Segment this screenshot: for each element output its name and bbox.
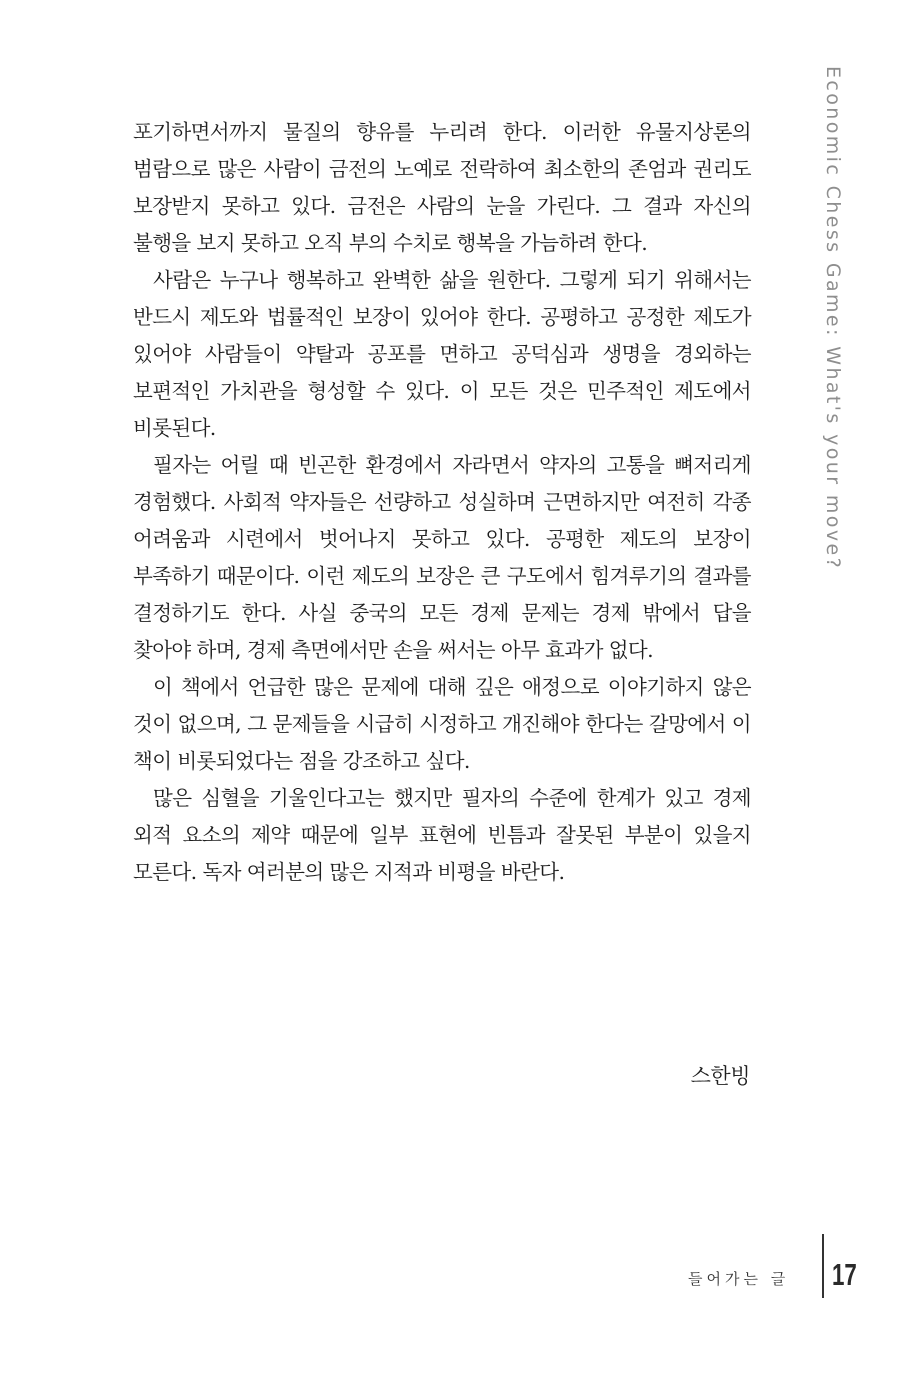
running-title: Economic Chess Game: What's your move? — [822, 66, 844, 571]
body-text — [133, 114, 751, 891]
paragraph-1: 포기하면서까지 물질의 향유를 누리려 한다. 이러한 유물지상론의 범람으로 많은 사람이 금전의 노예로 전락하여 최소한의 존엄과 권리도 보장받지 못하고 있다. 금전은 사람의 눈을 가린다. 그 결과 자신의 불행을 보지 못하고 오직 부의 수치로 행복을 가늠하려 한다. — [133, 120, 751, 255]
footer-divider — [822, 1234, 824, 1298]
paragraph-3: 필자는 어릴 때 빈곤한 환경에서 자라면서 약자의 고통을 뼈저리게 경험했다. 사회적 약자들은 선량하고 성실하며 근면하지만 여전히 각종 어려움과 시련에서 벗어나지 못하고 있다. 공평한 제도의 보장이 부족하기 때문이다. 이런 제도의 보장은 큰 구도에서 힘겨루기의 결과를 결정하기도 한다. 사실 중국의 모든 경제 문제는 경제 밖에서 답을 찾아야 하며, 경제 측면에서만 손을 써서는 아무 효과가 없다. — [133, 453, 751, 662]
paragraph-4: 이 책에서 언급한 많은 문제에 대해 깊은 애정으로 이야기하지 않은 것이 없으며, 그 문제들을 시급히 시정하고 개진해야 한다는 갈망에서 이 책이 비롯되었다는 점을 강조하고 싶다. — [133, 675, 751, 773]
footer-section-label: 들어가는 글 — [688, 1270, 790, 1288]
author-signature: 스한빙 — [690, 1064, 750, 1088]
paragraph-2: 사람은 누구나 행복하고 완벽한 삶을 원한다. 그렇게 되기 위해서는 반드시 제도와 법률적인 보장이 있어야 한다. 공평하고 공정한 제도가 있어야 사람들이 약탈과 공포를 면하고 공덕심과 생명을 경외하는 보편적인 가치관을 형성할 수 있다. 이 모든 것은 민주적인 제도에서 비롯된다. — [133, 268, 751, 440]
paragraph-5: 많은 심혈을 기울인다고는 했지만 필자의 수준에 한계가 있고 경제 외적 요소의 제약 때문에 일부 표현에 빈틈과 잘못된 부분이 있을지 모른다. 독자 여러분의 많은 지적과 비평을 바란다. — [133, 786, 751, 884]
page-number: 17 — [832, 1257, 857, 1292]
